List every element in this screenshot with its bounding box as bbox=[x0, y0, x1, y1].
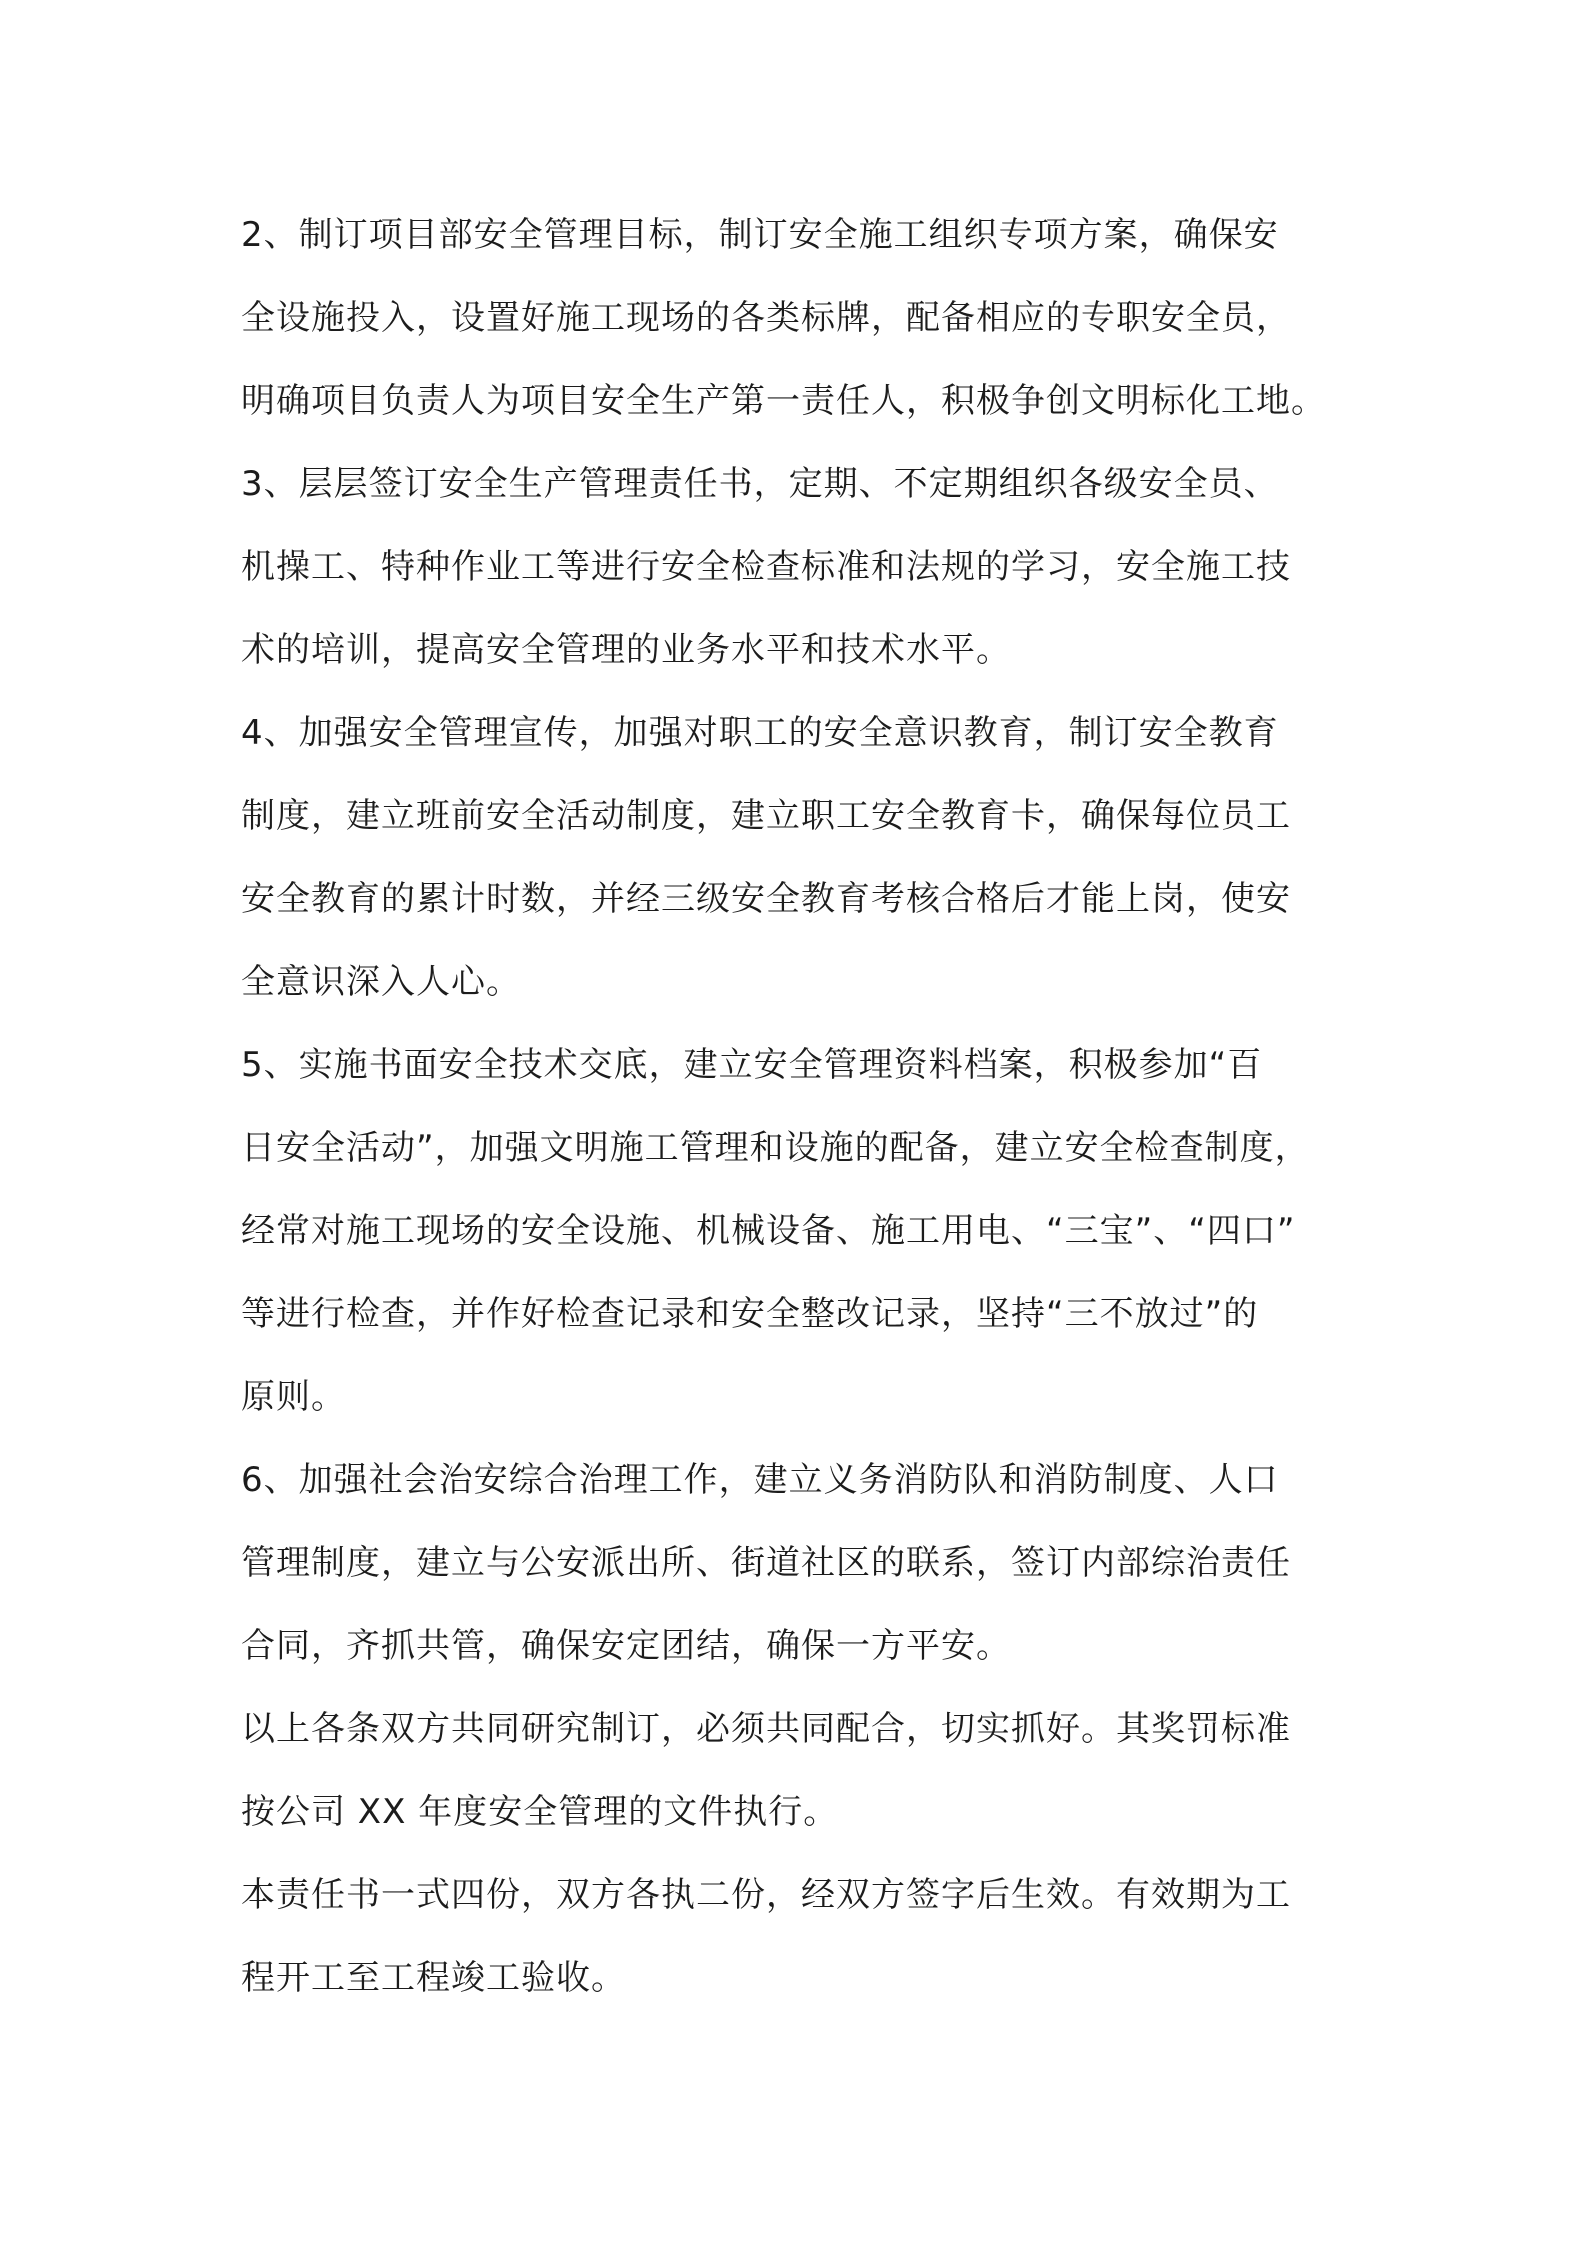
text-line: 原则。 bbox=[241, 1377, 346, 1417]
paragraph-item-6 bbox=[241, 1439, 1356, 1688]
text-line: 安全教育的累计时数，并经三级安全教育考核合格后才能上岗，使安 bbox=[241, 879, 1291, 919]
text-line: 以上各条双方共同研究制订，必须共同配合，切实抓好。其奖罚标准 bbox=[241, 1709, 1291, 1749]
text-line: 4、加强安全管理宣传，加强对职工的安全意识教育，制订安全教育 bbox=[241, 713, 1279, 753]
text-line: 6、加强社会治安综合治理工作，建立义务消防队和消防制度、人口 bbox=[241, 1460, 1279, 1500]
text-line: 日安全活动”，加强文明施工管理和设施的配备，建立安全检查制度， bbox=[241, 1128, 1310, 1168]
text-line: 全意识深入人心。 bbox=[241, 962, 521, 1002]
text-line: 术的培训，提高安全管理的业务水平和技术水平。 bbox=[241, 630, 1011, 670]
text-line: 合同，齐抓共管，确保安定团结，确保一方平安。 bbox=[241, 1626, 1011, 1666]
text-line: 按公司 XX 年度安全管理的文件执行。 bbox=[241, 1792, 839, 1832]
text-line: 2、制订项目部安全管理目标，制订安全施工组织专项方案，确保安 bbox=[241, 215, 1279, 255]
paragraph-summary bbox=[241, 1688, 1356, 1854]
text-line: 5、实施书面安全技术交底，建立安全管理资料档案，积极参加“百 bbox=[241, 1045, 1263, 1085]
text-line: 明确项目负责人为项目安全生产第一责任人，积极争创文明标化工地。 bbox=[241, 381, 1326, 421]
text-line: 管理制度，建立与公安派出所、街道社区的联系，签订内部综治责任 bbox=[241, 1543, 1291, 1583]
text-line: 3、层层签订安全生产管理责任书，定期、不定期组织各级安全员、 bbox=[241, 464, 1279, 504]
paragraph-item-2 bbox=[241, 194, 1356, 443]
text-line: 全设施投入，设置好施工现场的各类标牌，配备相应的专职安全员， bbox=[241, 298, 1291, 338]
text-line: 程开工至工程竣工验收。 bbox=[241, 1958, 626, 1998]
text-line: 机操工、特种作业工等进行安全检查标准和法规的学习，安全施工技 bbox=[241, 547, 1291, 587]
text-line: 本责任书一式四份，双方各执二份，经双方签字后生效。有效期为工 bbox=[241, 1875, 1291, 1915]
paragraph-validity bbox=[241, 1854, 1356, 2020]
paragraph-item-5 bbox=[241, 1024, 1356, 1439]
paragraph-item-3 bbox=[241, 443, 1356, 692]
paragraph-item-4 bbox=[241, 692, 1356, 1024]
document-page bbox=[241, 194, 1356, 2020]
text-line: 经常对施工现场的安全设施、机械设备、施工用电、“三宝”、“四口” bbox=[241, 1211, 1296, 1251]
text-line: 制度，建立班前安全活动制度，建立职工安全教育卡，确保每位员工 bbox=[241, 796, 1291, 836]
text-line: 等进行检查，并作好检查记录和安全整改记录，坚持“三不放过”的 bbox=[241, 1294, 1259, 1334]
